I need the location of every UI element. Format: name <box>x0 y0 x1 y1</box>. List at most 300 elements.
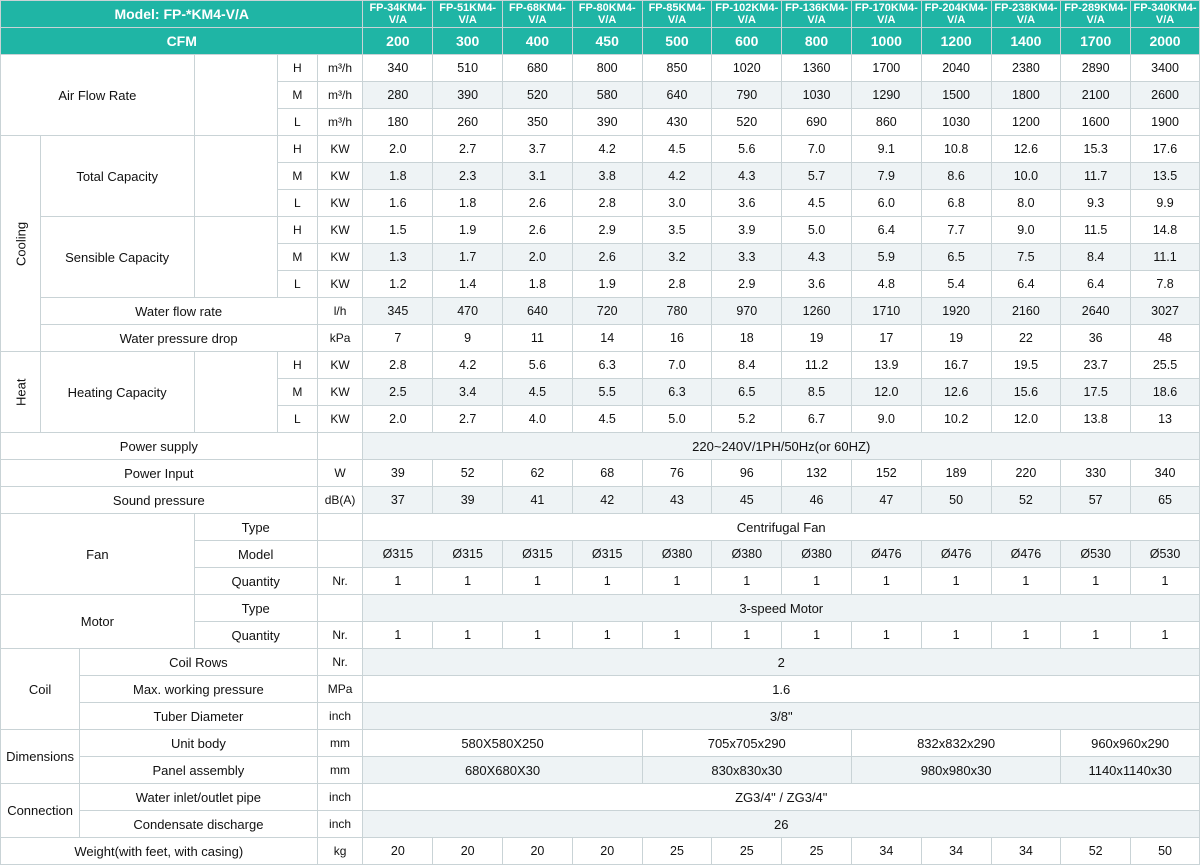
motor-label: Motor <box>1 595 195 649</box>
cell: 3.2 <box>642 244 712 271</box>
cell: 1900 <box>1131 109 1200 136</box>
cell: 1.7 <box>433 244 503 271</box>
cell: 2.8 <box>642 271 712 298</box>
cell: 1.2 <box>363 271 433 298</box>
row-dimensions-unit-body <box>1 730 1200 757</box>
unit-body-value-2: 705x705x290 <box>642 730 851 757</box>
cell: 14.8 <box>1131 217 1200 244</box>
cell: 12.6 <box>921 379 991 406</box>
water-pipe-unit: inch <box>317 784 363 811</box>
fan-model-label: Model <box>194 541 317 568</box>
cell: 65 <box>1131 487 1200 514</box>
cell: 48 <box>1131 325 1200 352</box>
cell: 42 <box>572 487 642 514</box>
cell: 18.6 <box>1131 379 1200 406</box>
table-header-model-row <box>1 1 1200 28</box>
cfm-col-2: 300 <box>433 28 503 55</box>
cell: 7 <box>363 325 433 352</box>
cell: 5.0 <box>642 406 712 433</box>
coil-tube-value: 3/8" <box>363 703 1200 730</box>
speed-l: L <box>278 109 318 136</box>
cell: 3.8 <box>572 163 642 190</box>
cell: 39 <box>363 460 433 487</box>
speed-h: H <box>278 55 318 82</box>
model-col-4: FP-80KM4-V/A <box>572 1 642 28</box>
cell: 1500 <box>921 82 991 109</box>
cell: 4.5 <box>782 190 852 217</box>
cell: 11.1 <box>1131 244 1200 271</box>
cell: 1030 <box>782 82 852 109</box>
cell: 640 <box>642 82 712 109</box>
motor-type-unit <box>317 595 363 622</box>
coil-rows-label: Coil Rows <box>80 649 317 676</box>
water-pressure-drop-label: Water pressure drop <box>40 325 317 352</box>
cfm-col-11: 1700 <box>1061 28 1131 55</box>
condensate-label: Condensate discharge <box>80 811 317 838</box>
cell: 189 <box>921 460 991 487</box>
cell: 9 <box>433 325 503 352</box>
total-capacity-unit-h: KW <box>317 136 363 163</box>
panel-value-3: 980x980x30 <box>851 757 1060 784</box>
unit-body-unit: mm <box>317 730 363 757</box>
cell: 8.4 <box>712 352 782 379</box>
cell: 1600 <box>1061 109 1131 136</box>
heating-capacity-unit-m: KW <box>317 379 363 406</box>
row-total-capacity-h <box>1 136 1200 163</box>
speed-h: H <box>278 217 318 244</box>
cell: 860 <box>851 109 921 136</box>
speed-h: H <box>278 136 318 163</box>
cell: 20 <box>363 838 433 865</box>
water-pressure-drop-unit: kPa <box>317 325 363 352</box>
power-supply-unit <box>317 433 363 460</box>
cell: 1 <box>851 568 921 595</box>
cell: 39 <box>433 487 503 514</box>
cell: 2.3 <box>433 163 503 190</box>
fan-type-value: Centrifugal Fan <box>363 514 1200 541</box>
water-flow-rate-unit: l/h <box>317 298 363 325</box>
cell: 25 <box>642 838 712 865</box>
row-coil-tube <box>1 703 1200 730</box>
row-water-flow-rate <box>1 298 1200 325</box>
cell: 6.4 <box>1061 271 1131 298</box>
cell: 132 <box>782 460 852 487</box>
cell: 7.0 <box>642 352 712 379</box>
coil-tube-unit: inch <box>317 703 363 730</box>
cell: 96 <box>712 460 782 487</box>
cell: 5.9 <box>851 244 921 271</box>
power-input-label: Power Input <box>1 460 318 487</box>
cfm-col-10: 1400 <box>991 28 1061 55</box>
cell: Ø530 <box>1131 541 1200 568</box>
table-header-cfm-row <box>1 28 1200 55</box>
cell: 13 <box>1131 406 1200 433</box>
cell: 12.0 <box>851 379 921 406</box>
cell: 8.0 <box>991 190 1061 217</box>
cell: Ø315 <box>363 541 433 568</box>
cell: Ø315 <box>433 541 503 568</box>
cfm-col-7: 800 <box>782 28 852 55</box>
cell: 3.4 <box>433 379 503 406</box>
cell: 1920 <box>921 298 991 325</box>
heating-capacity-unit-l: KW <box>317 406 363 433</box>
cell: 1 <box>363 568 433 595</box>
model-col-1: FP-34KM4-V/A <box>363 1 433 28</box>
cell: 1 <box>1061 622 1131 649</box>
cell: 52 <box>991 487 1061 514</box>
cell: 9.1 <box>851 136 921 163</box>
cell: 11.5 <box>1061 217 1131 244</box>
cell: Ø530 <box>1061 541 1131 568</box>
cell: 1 <box>642 622 712 649</box>
cell: 4.2 <box>572 136 642 163</box>
cell: 6.0 <box>851 190 921 217</box>
fan-type-unit <box>317 514 363 541</box>
connection-label: Connection <box>1 784 80 838</box>
cell: 9.0 <box>851 406 921 433</box>
cell: 4.0 <box>503 406 573 433</box>
heating-capacity-label: Heating Capacity <box>40 352 194 433</box>
heating-capacity-unit-h: KW <box>317 352 363 379</box>
air-flow-rate-label: Air Flow Rate <box>1 55 195 136</box>
cell: Ø380 <box>642 541 712 568</box>
cell: 1700 <box>851 55 921 82</box>
cell: 76 <box>642 460 712 487</box>
cell: 1 <box>782 568 852 595</box>
cell: 3.6 <box>782 271 852 298</box>
cell: 1.8 <box>363 163 433 190</box>
cell: 4.5 <box>572 406 642 433</box>
cell: 1 <box>433 568 503 595</box>
cell: 5.6 <box>503 352 573 379</box>
cell: 1 <box>363 622 433 649</box>
cell: 6.5 <box>712 379 782 406</box>
cell: 25 <box>782 838 852 865</box>
cell: 57 <box>1061 487 1131 514</box>
cell: 10.2 <box>921 406 991 433</box>
cell: 3.0 <box>642 190 712 217</box>
model-col-5: FP-85KM4-V/A <box>642 1 712 28</box>
cell: 1 <box>503 622 573 649</box>
fan-label: Fan <box>1 514 195 595</box>
cell: 25 <box>712 838 782 865</box>
condensate-value: 26 <box>363 811 1200 838</box>
cell: 6.5 <box>921 244 991 271</box>
cell: 9.9 <box>1131 190 1200 217</box>
cell: 20 <box>503 838 573 865</box>
cell: 10.8 <box>921 136 991 163</box>
coil-rows-unit: Nr. <box>317 649 363 676</box>
cell: 4.5 <box>503 379 573 406</box>
cell: 11.2 <box>782 352 852 379</box>
cfm-col-1: 200 <box>363 28 433 55</box>
sound-pressure-label: Sound pressure <box>1 487 318 514</box>
cell: 2380 <box>991 55 1061 82</box>
group-heat: Heat <box>1 352 41 433</box>
cell: Ø315 <box>503 541 573 568</box>
cell: 5.4 <box>921 271 991 298</box>
model-col-8: FP-170KM4-V/A <box>851 1 921 28</box>
cell: 15.6 <box>991 379 1061 406</box>
unit-body-value-1: 580X580X250 <box>363 730 642 757</box>
cell: 4.2 <box>642 163 712 190</box>
cell: 1.9 <box>433 217 503 244</box>
cell: 12.0 <box>991 406 1061 433</box>
cell: 2.8 <box>572 190 642 217</box>
speed-l: L <box>278 406 318 433</box>
power-supply-label: Power supply <box>1 433 318 460</box>
cell: 3.5 <box>642 217 712 244</box>
cfm-col-9: 1200 <box>921 28 991 55</box>
cell: 520 <box>712 109 782 136</box>
model-col-3: FP-68KM4-V/A <box>503 1 573 28</box>
cell: 790 <box>712 82 782 109</box>
row-dimensions-panel <box>1 757 1200 784</box>
cell: 34 <box>991 838 1061 865</box>
coil-tube-label: Tuber Diameter <box>80 703 317 730</box>
unit-body-value-4: 960x960x290 <box>1061 730 1200 757</box>
cell: 6.3 <box>572 352 642 379</box>
row-heating-capacity-h <box>1 352 1200 379</box>
cell: 780 <box>642 298 712 325</box>
cell: 3.6 <box>712 190 782 217</box>
fan-type-label: Type <box>194 514 317 541</box>
sound-pressure-unit: dB(A) <box>317 487 363 514</box>
cell: 680 <box>503 55 573 82</box>
cell: 390 <box>433 82 503 109</box>
cell: 43 <box>642 487 712 514</box>
motor-quantity-unit: Nr. <box>317 622 363 649</box>
cell: 2.7 <box>433 136 503 163</box>
cell: 1.8 <box>433 190 503 217</box>
cell: 5.7 <box>782 163 852 190</box>
cell: 220 <box>991 460 1061 487</box>
coil-pressure-value: 1.6 <box>363 676 1200 703</box>
cell: 20 <box>433 838 503 865</box>
model-col-7: FP-136KM4-V/A <box>782 1 852 28</box>
cell: 3027 <box>1131 298 1200 325</box>
cell: 1200 <box>991 109 1061 136</box>
cell: 19 <box>782 325 852 352</box>
cell: 7.5 <box>991 244 1061 271</box>
cell: 47 <box>851 487 921 514</box>
cell: 4.3 <box>712 163 782 190</box>
cell: 18 <box>712 325 782 352</box>
speed-l: L <box>278 271 318 298</box>
speed-m: M <box>278 163 318 190</box>
cell: 2.8 <box>363 352 433 379</box>
cell: 1 <box>921 568 991 595</box>
cell: 17.6 <box>1131 136 1200 163</box>
cell: 2640 <box>1061 298 1131 325</box>
sensible-capacity-label: Sensible Capacity <box>40 217 194 298</box>
panel-value-1: 680X680X30 <box>363 757 642 784</box>
cell: 19.5 <box>991 352 1061 379</box>
cell: 1.8 <box>503 271 573 298</box>
cell: 7.8 <box>1131 271 1200 298</box>
cell: 1.6 <box>363 190 433 217</box>
cell: 3.9 <box>712 217 782 244</box>
sensible-capacity-unit-m: KW <box>317 244 363 271</box>
cell: 1 <box>991 622 1061 649</box>
water-pipe-value: ZG3/4" / ZG3/4" <box>363 784 1200 811</box>
cell: 19 <box>921 325 991 352</box>
cell: Ø380 <box>782 541 852 568</box>
motor-type-label: Type <box>194 595 317 622</box>
cell: 8.5 <box>782 379 852 406</box>
cell: 470 <box>433 298 503 325</box>
model-col-12: FP-340KM4-V/A <box>1131 1 1200 28</box>
cell: 1 <box>851 622 921 649</box>
cell: 36 <box>1061 325 1131 352</box>
cfm-header-label: CFM <box>1 28 363 55</box>
air-flow-unit-h: m³/h <box>317 55 363 82</box>
cell: 13.5 <box>1131 163 1200 190</box>
cell: 23.7 <box>1061 352 1131 379</box>
cell: 10.0 <box>991 163 1061 190</box>
speed-m: M <box>278 82 318 109</box>
cell: 13.9 <box>851 352 921 379</box>
cell: 45 <box>712 487 782 514</box>
cell: 2.6 <box>572 244 642 271</box>
cell: 2.5 <box>363 379 433 406</box>
cell: 8.6 <box>921 163 991 190</box>
cell: Ø476 <box>921 541 991 568</box>
cell: 1 <box>433 622 503 649</box>
cell: 280 <box>363 82 433 109</box>
cell: 13.8 <box>1061 406 1131 433</box>
cell: 2100 <box>1061 82 1131 109</box>
cell: 16.7 <box>921 352 991 379</box>
cell: 6.4 <box>851 217 921 244</box>
sensible-capacity-unit-h: KW <box>317 217 363 244</box>
cell: 62 <box>503 460 573 487</box>
total-capacity-unit-m: KW <box>317 163 363 190</box>
cell: 37 <box>363 487 433 514</box>
cell: 11.7 <box>1061 163 1131 190</box>
cfm-col-6: 600 <box>712 28 782 55</box>
speed-m: M <box>278 379 318 406</box>
model-col-6: FP-102KM4-V/A <box>712 1 782 28</box>
row-water-pressure-drop <box>1 325 1200 352</box>
cell: 17 <box>851 325 921 352</box>
cell: 1800 <box>991 82 1061 109</box>
cell: 50 <box>1131 838 1200 865</box>
water-flow-rate-label: Water flow rate <box>40 298 317 325</box>
cell: 52 <box>433 460 503 487</box>
condensate-unit: inch <box>317 811 363 838</box>
cell: 1.9 <box>572 271 642 298</box>
cell: 6.8 <box>921 190 991 217</box>
cfm-col-4: 450 <box>572 28 642 55</box>
model-col-9: FP-204KM4-V/A <box>921 1 991 28</box>
cell: 2.0 <box>503 244 573 271</box>
cell: Ø380 <box>712 541 782 568</box>
cell: 850 <box>642 55 712 82</box>
panel-value-2: 830x830x30 <box>642 757 851 784</box>
cell: 11 <box>503 325 573 352</box>
coil-label: Coil <box>1 649 80 730</box>
cell: 1030 <box>921 109 991 136</box>
cell: 1 <box>712 622 782 649</box>
cell: 970 <box>712 298 782 325</box>
row-coil-pressure <box>1 676 1200 703</box>
model-col-2: FP-51KM4-V/A <box>433 1 503 28</box>
cell: 20 <box>572 838 642 865</box>
cell: 15.3 <box>1061 136 1131 163</box>
cell: 2890 <box>1061 55 1131 82</box>
cell: 340 <box>1131 460 1200 487</box>
cell: Ø476 <box>851 541 921 568</box>
fan-quantity-label: Quantity <box>194 568 317 595</box>
cell: 1260 <box>782 298 852 325</box>
coil-pressure-label: Max. working pressure <box>80 676 317 703</box>
motor-quantity-label: Quantity <box>194 622 317 649</box>
fan-quantity-unit: Nr. <box>317 568 363 595</box>
fan-model-unit <box>317 541 363 568</box>
cfm-col-5: 500 <box>642 28 712 55</box>
cell: 520 <box>503 82 573 109</box>
cell: Ø476 <box>991 541 1061 568</box>
cell: 7.7 <box>921 217 991 244</box>
panel-value-4: 1140x1140x30 <box>1061 757 1200 784</box>
row-power-input <box>1 460 1200 487</box>
row-connection-condensate <box>1 811 1200 838</box>
weight-unit: kg <box>317 838 363 865</box>
unit-body-label: Unit body <box>80 730 317 757</box>
row-connection-water <box>1 784 1200 811</box>
cell: 6.7 <box>782 406 852 433</box>
cell: 4.2 <box>433 352 503 379</box>
cell: 1 <box>991 568 1061 595</box>
cell: 17.5 <box>1061 379 1131 406</box>
cell: 2.7 <box>433 406 503 433</box>
group-cooling: Cooling <box>1 136 41 352</box>
cell: 1 <box>1061 568 1131 595</box>
cell: 390 <box>572 109 642 136</box>
cell: 34 <box>921 838 991 865</box>
cell: 2.9 <box>712 271 782 298</box>
cell: 6.3 <box>642 379 712 406</box>
cell: 350 <box>503 109 573 136</box>
panel-assembly-unit: mm <box>317 757 363 784</box>
cell: 1710 <box>851 298 921 325</box>
cell: 510 <box>433 55 503 82</box>
cell: 5.2 <box>712 406 782 433</box>
power-supply-value: 220~240V/1PH/50Hz(or 60HZ) <box>363 433 1200 460</box>
cell: 1.3 <box>363 244 433 271</box>
cfm-col-12: 2000 <box>1131 28 1200 55</box>
cell: 6.4 <box>991 271 1061 298</box>
motor-type-value: 3-speed Motor <box>363 595 1200 622</box>
sensible-capacity-spacer <box>194 217 277 298</box>
cell: 2160 <box>991 298 1061 325</box>
air-flow-unit-m: m³/h <box>317 82 363 109</box>
row-coil-rows <box>1 649 1200 676</box>
unit-body-value-3: 832x832x290 <box>851 730 1060 757</box>
cell: 50 <box>921 487 991 514</box>
cell: 2.6 <box>503 190 573 217</box>
row-power-supply <box>1 433 1200 460</box>
power-input-unit: W <box>317 460 363 487</box>
cell: 2.9 <box>572 217 642 244</box>
cell: 1 <box>503 568 573 595</box>
cell: 1.5 <box>363 217 433 244</box>
cell: 16 <box>642 325 712 352</box>
speed-l: L <box>278 190 318 217</box>
cell: 2600 <box>1131 82 1200 109</box>
cell: 1 <box>921 622 991 649</box>
